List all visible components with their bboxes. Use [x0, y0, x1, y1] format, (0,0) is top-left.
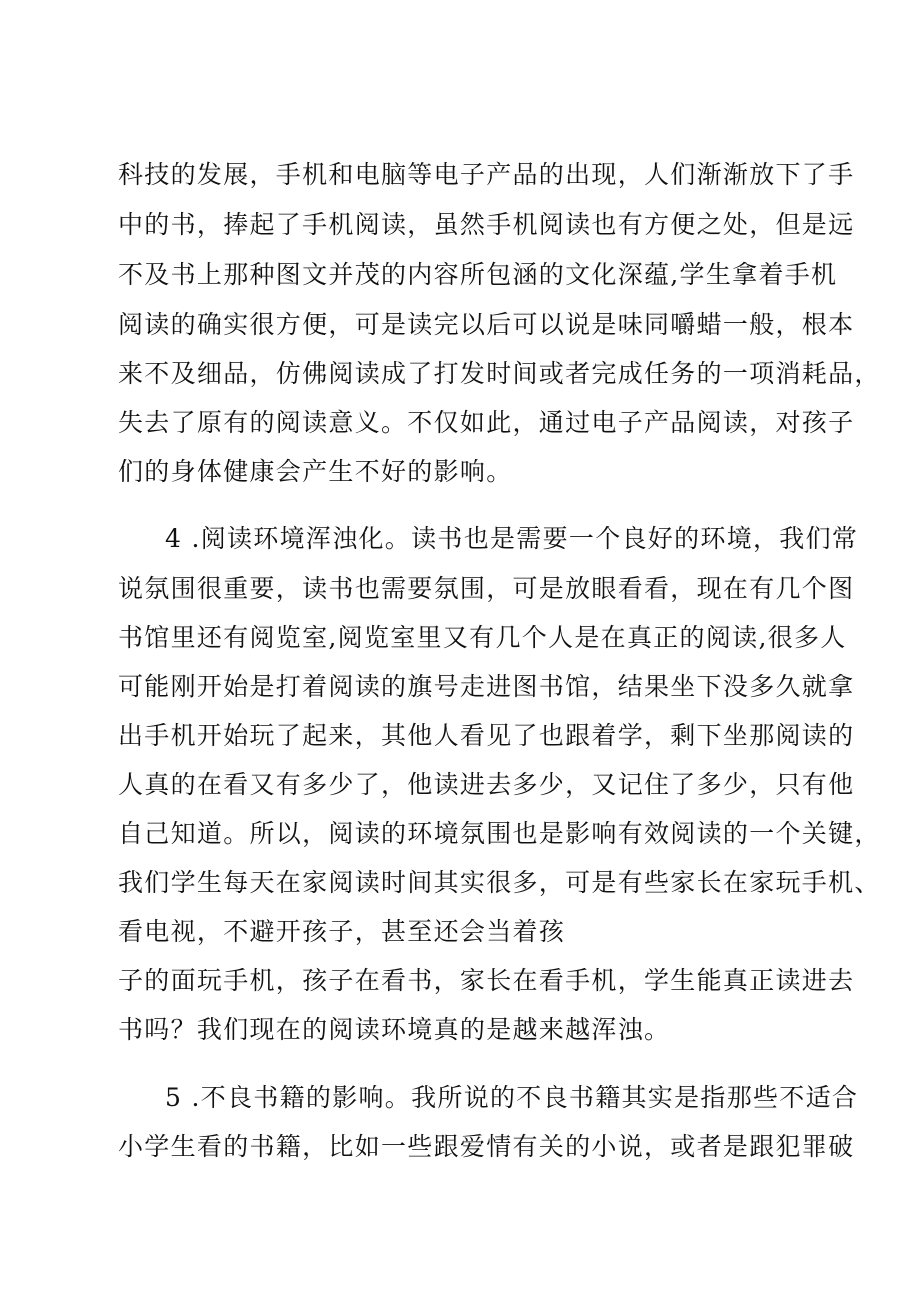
- paragraph-1-line-7: 们的身体健康会产生不好的影响。: [118, 457, 513, 486]
- paragraph-1-line-1: 科技的发展，手机和电脑等电子产品的出现，人们渐渐放下了手: [118, 160, 855, 189]
- paragraph-2-line-1: 4 .阅读环境浑浊化。读书也是需要一个良好的环境，我们常: [165, 524, 859, 553]
- paragraph-2-line-2: 说氛围很重要，读书也需要氛围，可是放眼看看，现在有几个图: [118, 574, 855, 603]
- paragraph-1-line-4: 阅读的确实很方便，可是读完以后可以说是味同嚼蜡一般，根本: [118, 310, 855, 339]
- paragraph-1-line-5: 来不及细品，仿佛阅读成了打发时间或者完成任务的一项消耗品，: [118, 359, 881, 388]
- paragraph-2-line-5: 出手机开始玩了起来，其他人看见了也跟着学，剩下坐那阅读的: [118, 721, 855, 750]
- paragraph-2-line-3: 书馆里还有阅览室,阅览室里又有几个人是在真正的阅读,很多人: [118, 623, 847, 652]
- paragraph-1-line-2: 中的书，捧起了手机阅读，虽然手机阅读也有方便之处，但是远: [118, 210, 855, 239]
- paragraph-1-line-3: 不及书上那种图文并茂的内容所包涵的文化深蕴,学生拿着手机: [118, 260, 838, 289]
- paragraph-2-line-4: 可能刚开始是打着阅读的旗号走进图书馆，结果坐下没多久就拿: [118, 672, 855, 701]
- paragraph-2-line-7: 自己知道。所以，阅读的环境氛围也是影响有效阅读的一个关键，: [118, 819, 881, 848]
- paragraph-2-line-8: 我们学生每天在家阅读时间其实很多，可是有些家长在家玩手机、: [118, 868, 881, 897]
- paragraph-1-line-6: 失去了原有的阅读意义。不仅如此，通过电子产品阅读，对孩子: [118, 408, 855, 437]
- paragraph-2-line-11: 书吗？我们现在的阅读环境真的是越来越浑浊。: [118, 1015, 671, 1044]
- paragraph-3-line-2: 小学生看的书籍，比如一些跟爱情有关的小说，或者是跟犯罪破: [118, 1132, 855, 1161]
- paragraph-3-line-1: 5 .不良书籍的影响。我所说的不良书籍其实是指那些不适合: [165, 1083, 859, 1112]
- paragraph-2-line-6: 人真的在看又有多少了，他读进去多少，又记住了多少，只有他: [118, 770, 855, 799]
- paragraph-2-line-10: 子的面玩手机，孩子在看书，家长在看手机，学生能真正读进去: [118, 966, 855, 995]
- paragraph-2-line-9: 看电视，不避开孩子，甚至还会当着孩: [118, 917, 566, 946]
